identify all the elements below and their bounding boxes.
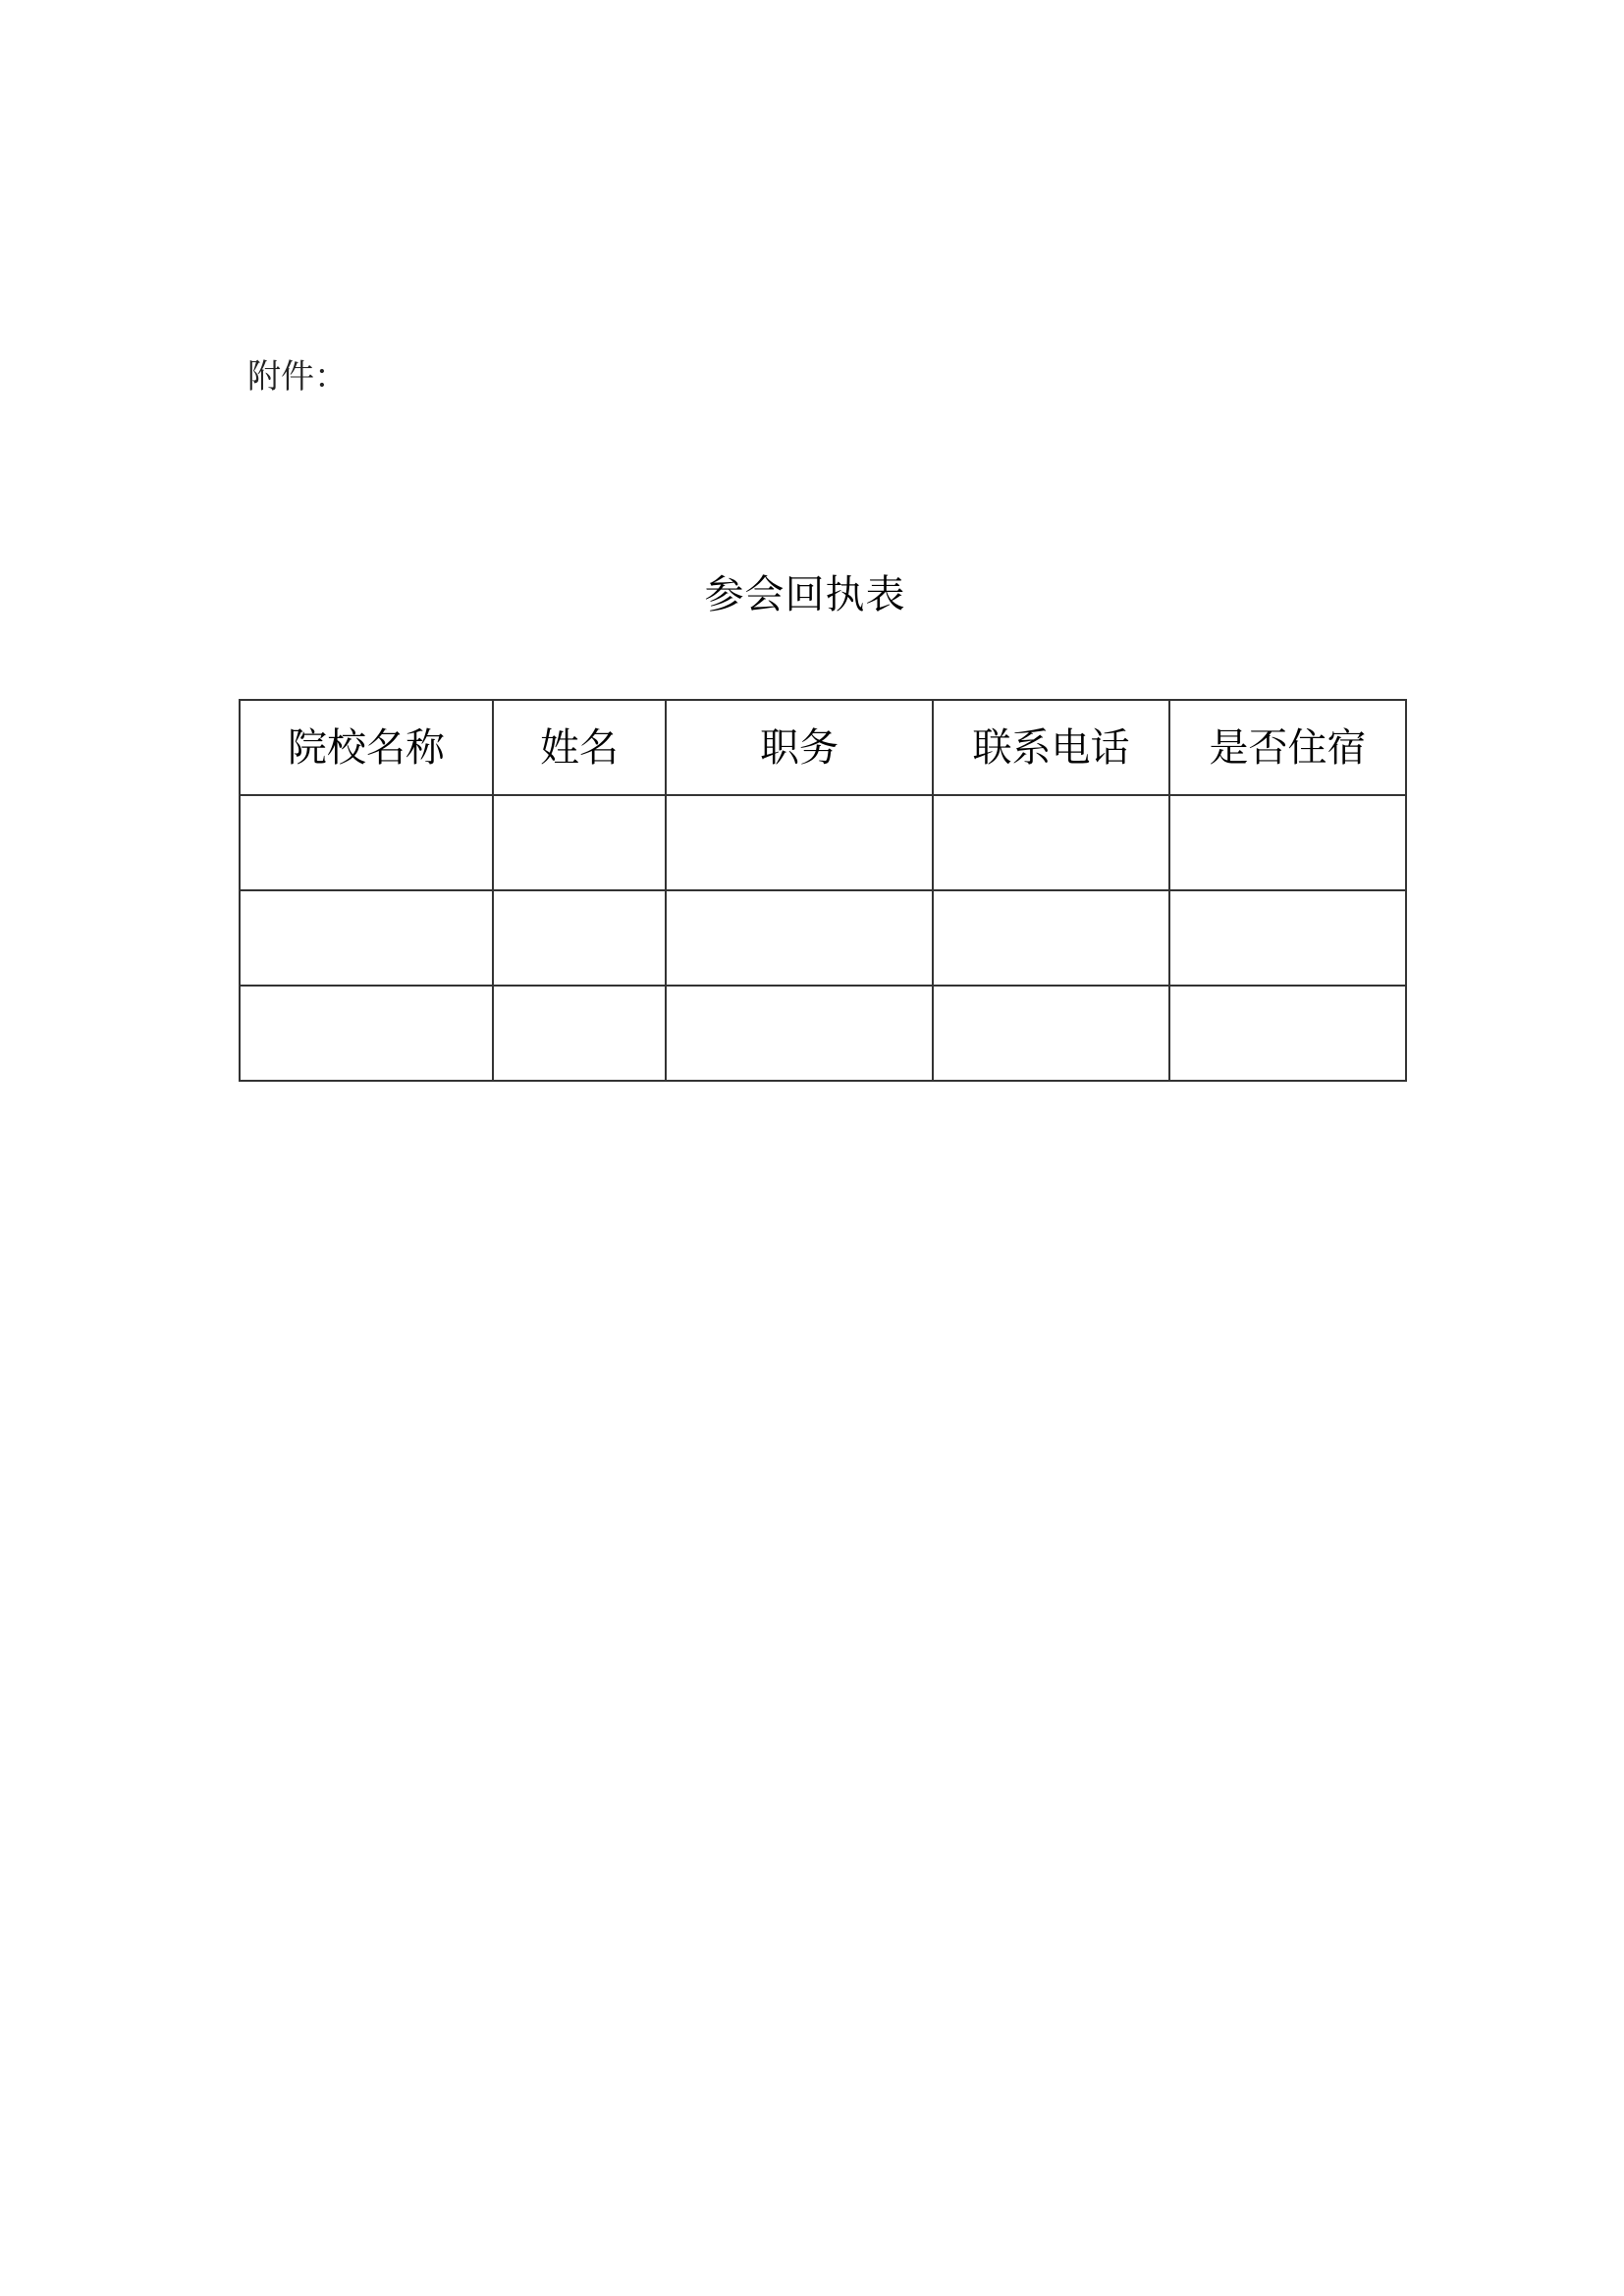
table-cell (666, 795, 933, 890)
table-row (240, 890, 1406, 986)
header-accommodation: 是否住宿 (1169, 700, 1406, 795)
table-cell (240, 890, 493, 986)
table-cell (933, 795, 1169, 890)
table-cell (666, 986, 933, 1081)
table-cell (493, 986, 666, 1081)
table-row (240, 986, 1406, 1081)
attachment-label: 附件： (247, 357, 348, 397)
table-cell (493, 890, 666, 986)
header-school-name: 院校名称 (240, 700, 493, 795)
table-cell (240, 986, 493, 1081)
header-name: 姓名 (493, 700, 666, 795)
table-cell (1169, 890, 1406, 986)
table-row (240, 795, 1406, 890)
table-cell (1169, 986, 1406, 1081)
header-position: 职务 (666, 700, 933, 795)
table-cell (933, 986, 1169, 1081)
table-cell (933, 890, 1169, 986)
table-cell (493, 795, 666, 890)
form-title: 参会回执表 (704, 572, 906, 617)
table-cell (1169, 795, 1406, 890)
table-header-row (240, 700, 1406, 795)
table-cell (666, 890, 933, 986)
reply-form-table (239, 699, 1407, 1082)
table-cell (240, 795, 493, 890)
header-phone: 联系电话 (933, 700, 1169, 795)
